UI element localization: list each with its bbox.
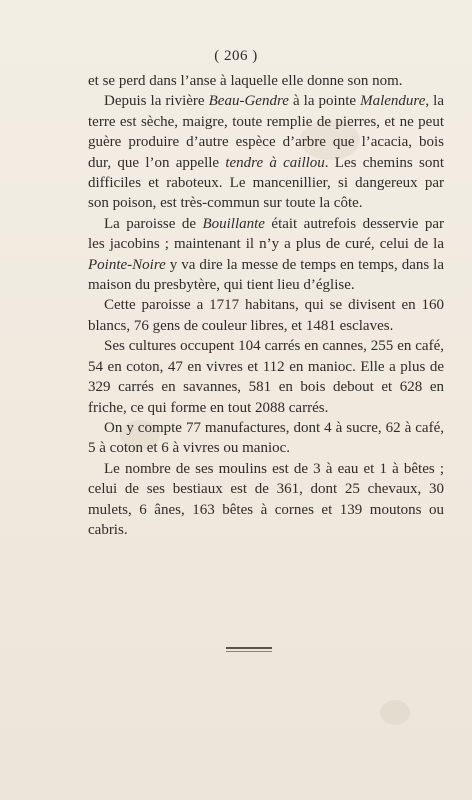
text-segment: Le nombre de ses moulins est de 3 à eau et 1 à bêtes ; celui de ses bestiaux est de 361, dont 25 chevaux, 30 mulets, 6 ânes, 163 bêtes à cornes et 139 moutons ou cabris. <box>88 460 444 538</box>
italic-text: Beau-Gendre <box>208 93 289 110</box>
text-segment: , la terre est sèche, maigre, toute remplie de pierres, et ne peut guère produire d’autre espèce d’arbre que l’acacia, bois dur, que l’on appelle <box>88 93 444 171</box>
italic-text: Pointe-Noire <box>88 256 166 273</box>
text-segment: à la pointe <box>288 93 361 110</box>
text-segment: . Les chemins sont difficiles et raboteux. Le mancenillier, si dangereux par son poison, est très-commun sur toute la côte. <box>88 154 444 212</box>
text-segment: On y compte 77 manufactures, dont 4 à sucre, 62 à café, 5 à coton et 6 à vivres ou manioc. <box>88 419 444 457</box>
paragraph <box>88 91 444 213</box>
text-segment: y va dire la messe de temps en temps, dans la maison du presbytère, qui tient lieu d’église. <box>88 256 444 294</box>
text-segment: Depuis la rivière <box>104 93 209 110</box>
text-segment: et se perd dans l’anse à laquelle elle donne son nom. <box>88 73 403 89</box>
italic-text: tendre à caillou <box>225 154 325 171</box>
page-number: ( 206 ) <box>214 48 258 64</box>
text-segment: Ses cultures occupent 104 carrés en cannes, 255 en café, 54 en coton, 47 en vivres et 112 en manioc. Elle a plus de 329 carrés en savannes, 581 en bois debout et 628 en friche, ce qui forme en tout 2088 carrés. <box>88 338 444 416</box>
paragraph <box>88 336 444 418</box>
paragraph <box>88 214 444 296</box>
text-segment: était autrefois desservie par les jacobins ; maintenant il n’y a plus de curé, celui de la <box>88 215 444 253</box>
paper-stain <box>380 700 410 725</box>
paragraph <box>88 71 444 91</box>
paragraph <box>88 418 444 459</box>
text-segment: La paroisse de <box>104 215 203 232</box>
end-rule <box>226 647 272 649</box>
paragraph <box>88 295 444 336</box>
body-text <box>88 71 444 540</box>
italic-text: Malendure <box>360 93 426 110</box>
text-segment: Cette paroisse a 1717 habitans, qui se divisent en 160 blancs, 76 gens de couleur libres, et 1481 esclaves. <box>88 297 444 334</box>
paragraph <box>88 459 444 541</box>
italic-text: Bouillante <box>202 215 265 232</box>
